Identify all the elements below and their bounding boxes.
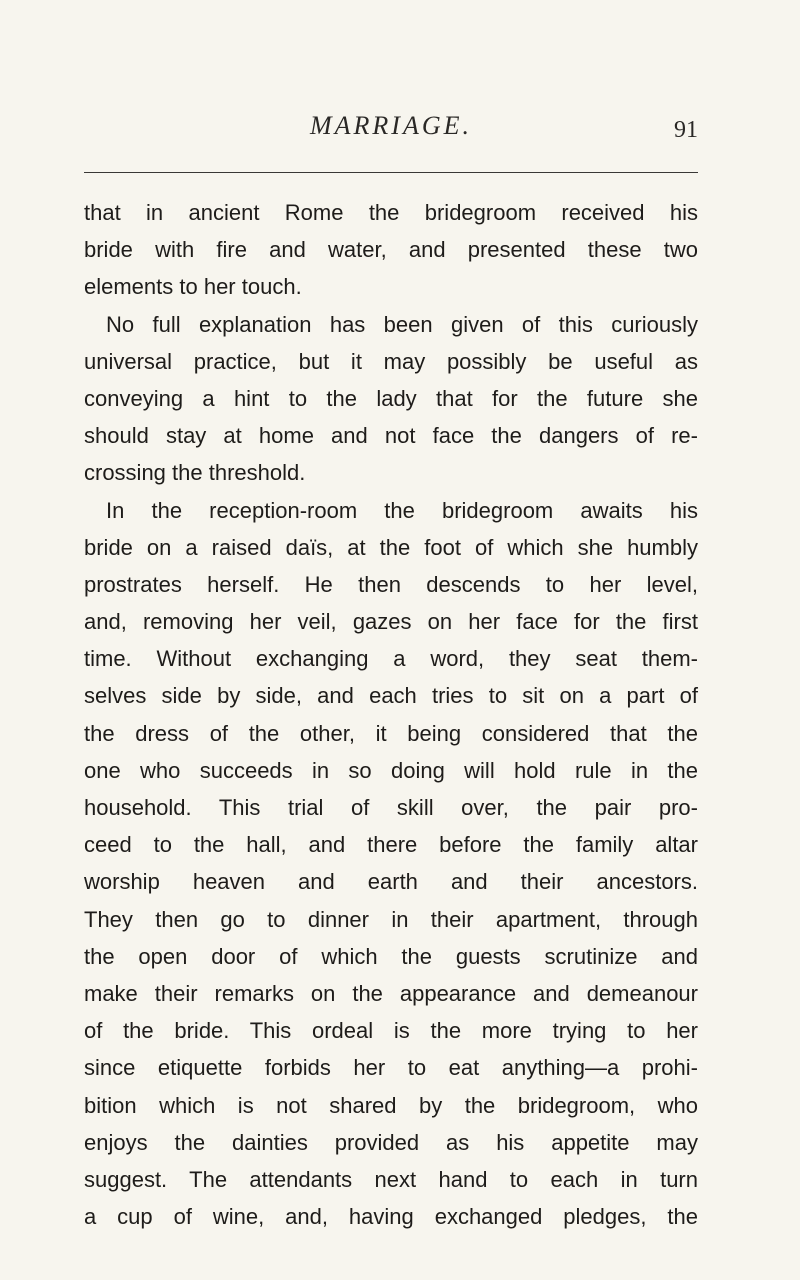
header-rule [84, 172, 698, 173]
text-line: time. Without exchanging a word, they seat them- [84, 646, 698, 672]
text-line: No full explanation has been given of this curiously [106, 311, 698, 337]
running-header [84, 106, 698, 156]
text-line: In the reception-room the bridegroom awaits his [106, 497, 698, 523]
text-line: should stay at home and not face the dangers of re- [84, 423, 698, 449]
text-line: conveying a hint to the lady that for the future she [84, 385, 698, 411]
text-line: of the bride. This ordeal is the more trying to her [84, 1018, 698, 1044]
text-line: and, removing her veil, gazes on her face for the first [84, 609, 698, 635]
text-line: make their remarks on the appearance and demeanour [84, 980, 698, 1006]
text-line: elements to her touch. [84, 274, 302, 300]
text-line: prostrates herself. He then descends to her level, [84, 571, 698, 597]
text-line: crossing the threshold. [84, 460, 306, 486]
text-line: one who succeeds in so doing will hold rule in the [84, 757, 698, 783]
chapter-title: MARRIAGE. [309, 111, 472, 140]
text-line: the open door of which the guests scrutinize and [84, 943, 698, 969]
text-line: a cup of wine, and, having exchanged pledges, the [84, 1204, 698, 1230]
text-line: the dress of the other, it being considered that the [84, 720, 698, 746]
text-line: bride on a raised daïs, at the foot of which she humbly [84, 534, 698, 560]
text-line: worship heaven and earth and their ancestors. [84, 869, 698, 895]
text-line: bition which is not shared by the bridegroom, who [84, 1092, 698, 1118]
text-line: household. This trial of skill over, the pair pro- [84, 795, 698, 820]
page-number: 91 [674, 117, 698, 143]
body-text [84, 194, 698, 1235]
text-line: They then go to dinner in their apartment, through [84, 906, 698, 932]
text-line: selves side by side, and each tries to sit on a part of [84, 683, 698, 709]
text-line: suggest. The attendants next hand to each in turn [84, 1166, 698, 1192]
text-line: since etiquette forbids her to eat anything—a prohi- [84, 1055, 698, 1081]
text-line: that in ancient Rome the bridegroom received his [84, 200, 698, 225]
text-line: ceed to the hall, and there before the family altar [84, 832, 698, 858]
text-line: bride with fire and water, and presented these two [84, 237, 698, 263]
text-line: enjoys the dainties provided as his appetite may [84, 1129, 698, 1155]
text-line: universal practice, but it may possibly be useful as [84, 348, 698, 374]
